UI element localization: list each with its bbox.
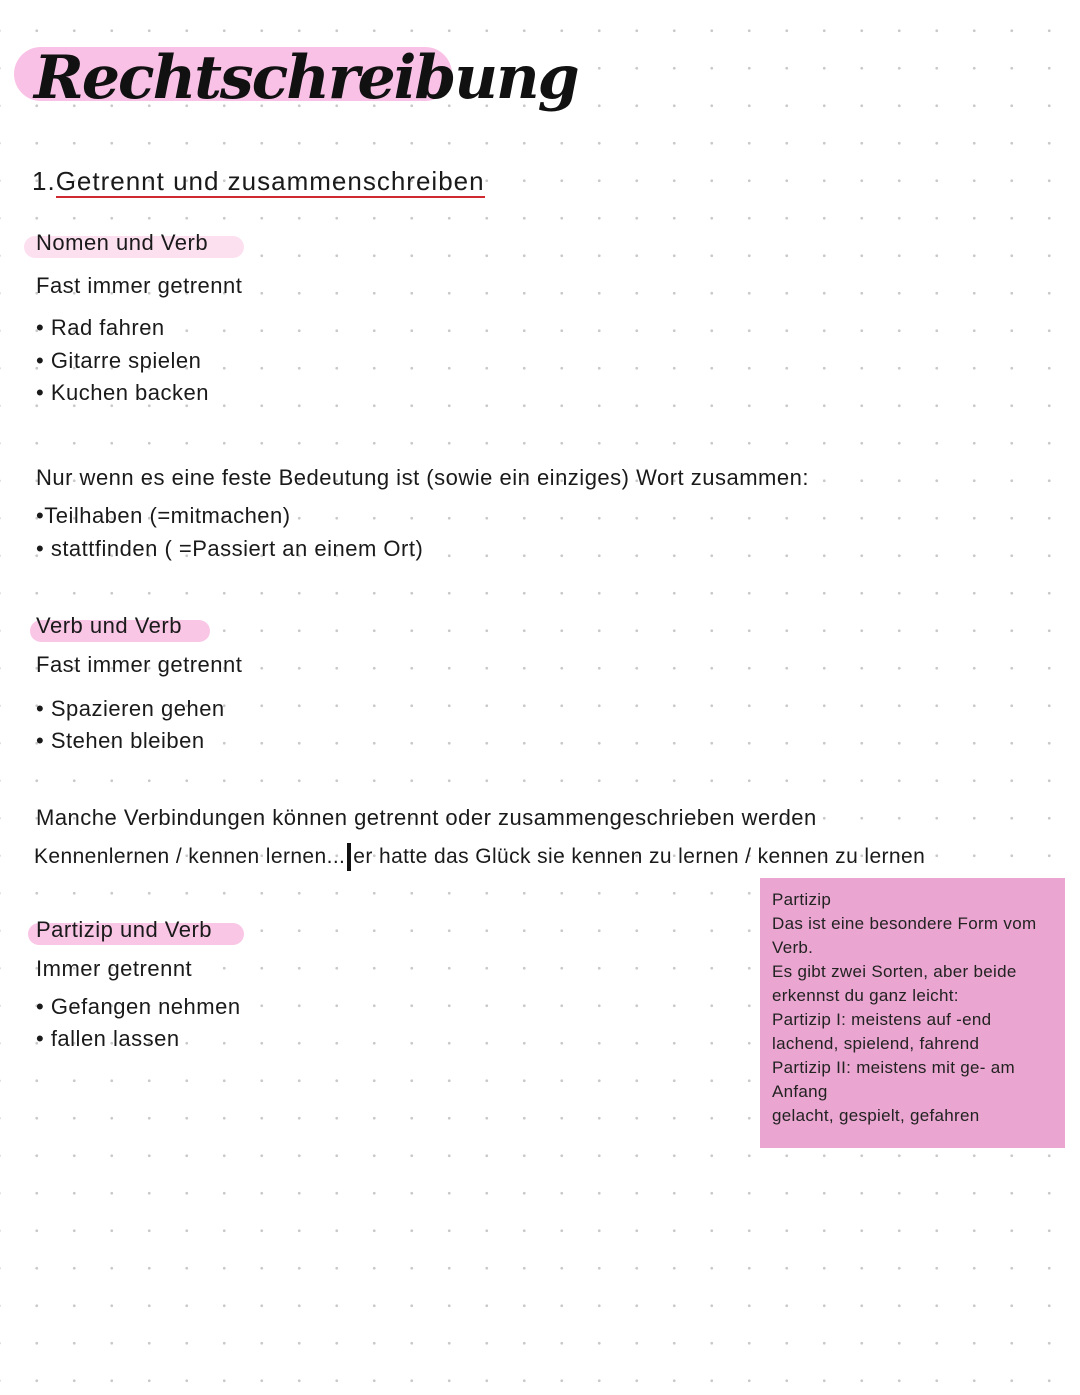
note-text: Manche Verbindungen können getrennt oder zusammengeschrieben werden xyxy=(36,805,817,830)
subheading-verb-verb: Verb und Verb xyxy=(36,613,182,638)
partizip-info-box xyxy=(760,878,1065,1148)
info-line: gelacht, gespielt, gefahren xyxy=(772,1106,980,1125)
subheading-partizip-verb: Partizip und Verb xyxy=(36,917,213,942)
info-line: Partizip II: meistens mit ge- am xyxy=(772,1058,1015,1077)
heading-number: 1. xyxy=(32,166,56,196)
list-item: •Teilhaben (=mitmachen) xyxy=(36,503,291,528)
example-b: er hatte das Glück sie kennen zu lernen / kennen zu lernen xyxy=(353,845,926,868)
info-line: Partizip xyxy=(772,890,832,909)
info-line: Verb. xyxy=(772,938,814,957)
rule-text: Fast immer getrennt xyxy=(36,652,243,677)
list-item: • Kuchen backen xyxy=(36,380,209,405)
info-line: Das ist eine besondere Form vom xyxy=(772,914,1037,933)
heading-text: Getrennt und zusammenschreiben xyxy=(55,166,485,196)
example-line xyxy=(34,842,925,872)
info-line: Partizip I: meistens auf -end xyxy=(772,1010,992,1029)
section-heading xyxy=(32,164,485,198)
subheading-nomen-verb: Nomen und Verb xyxy=(36,230,209,255)
list-item: • stattfinden ( =Passiert an einem Ort) xyxy=(36,536,424,561)
exception-text: Nur wenn es eine feste Bedeutung ist (sowie ein einziges) Wort zusammen: xyxy=(36,465,809,490)
list-item: • fallen lassen xyxy=(36,1026,180,1051)
list-item: • Gitarre spielen xyxy=(36,348,202,373)
text-cursor xyxy=(347,843,351,871)
list-item: • Spazieren gehen xyxy=(36,696,225,721)
list-item: • Stehen bleiben xyxy=(36,728,205,753)
list-item: • Rad fahren xyxy=(36,315,165,340)
info-line: lachend, spielend, fahrend xyxy=(772,1034,980,1053)
list-item: • Gefangen nehmen xyxy=(36,994,241,1019)
page-title: Rechtschreibung xyxy=(34,43,578,113)
example-a: Kennenlernen / kennen lernen... xyxy=(34,845,346,868)
info-line: erkennst du ganz leicht: xyxy=(772,986,959,1005)
rule-text: Fast immer getrennt xyxy=(36,273,243,298)
rule-text: Immer getrennt xyxy=(36,956,193,981)
info-line: Anfang xyxy=(772,1082,828,1101)
info-line: Es gibt zwei Sorten, aber beide xyxy=(772,962,1017,981)
